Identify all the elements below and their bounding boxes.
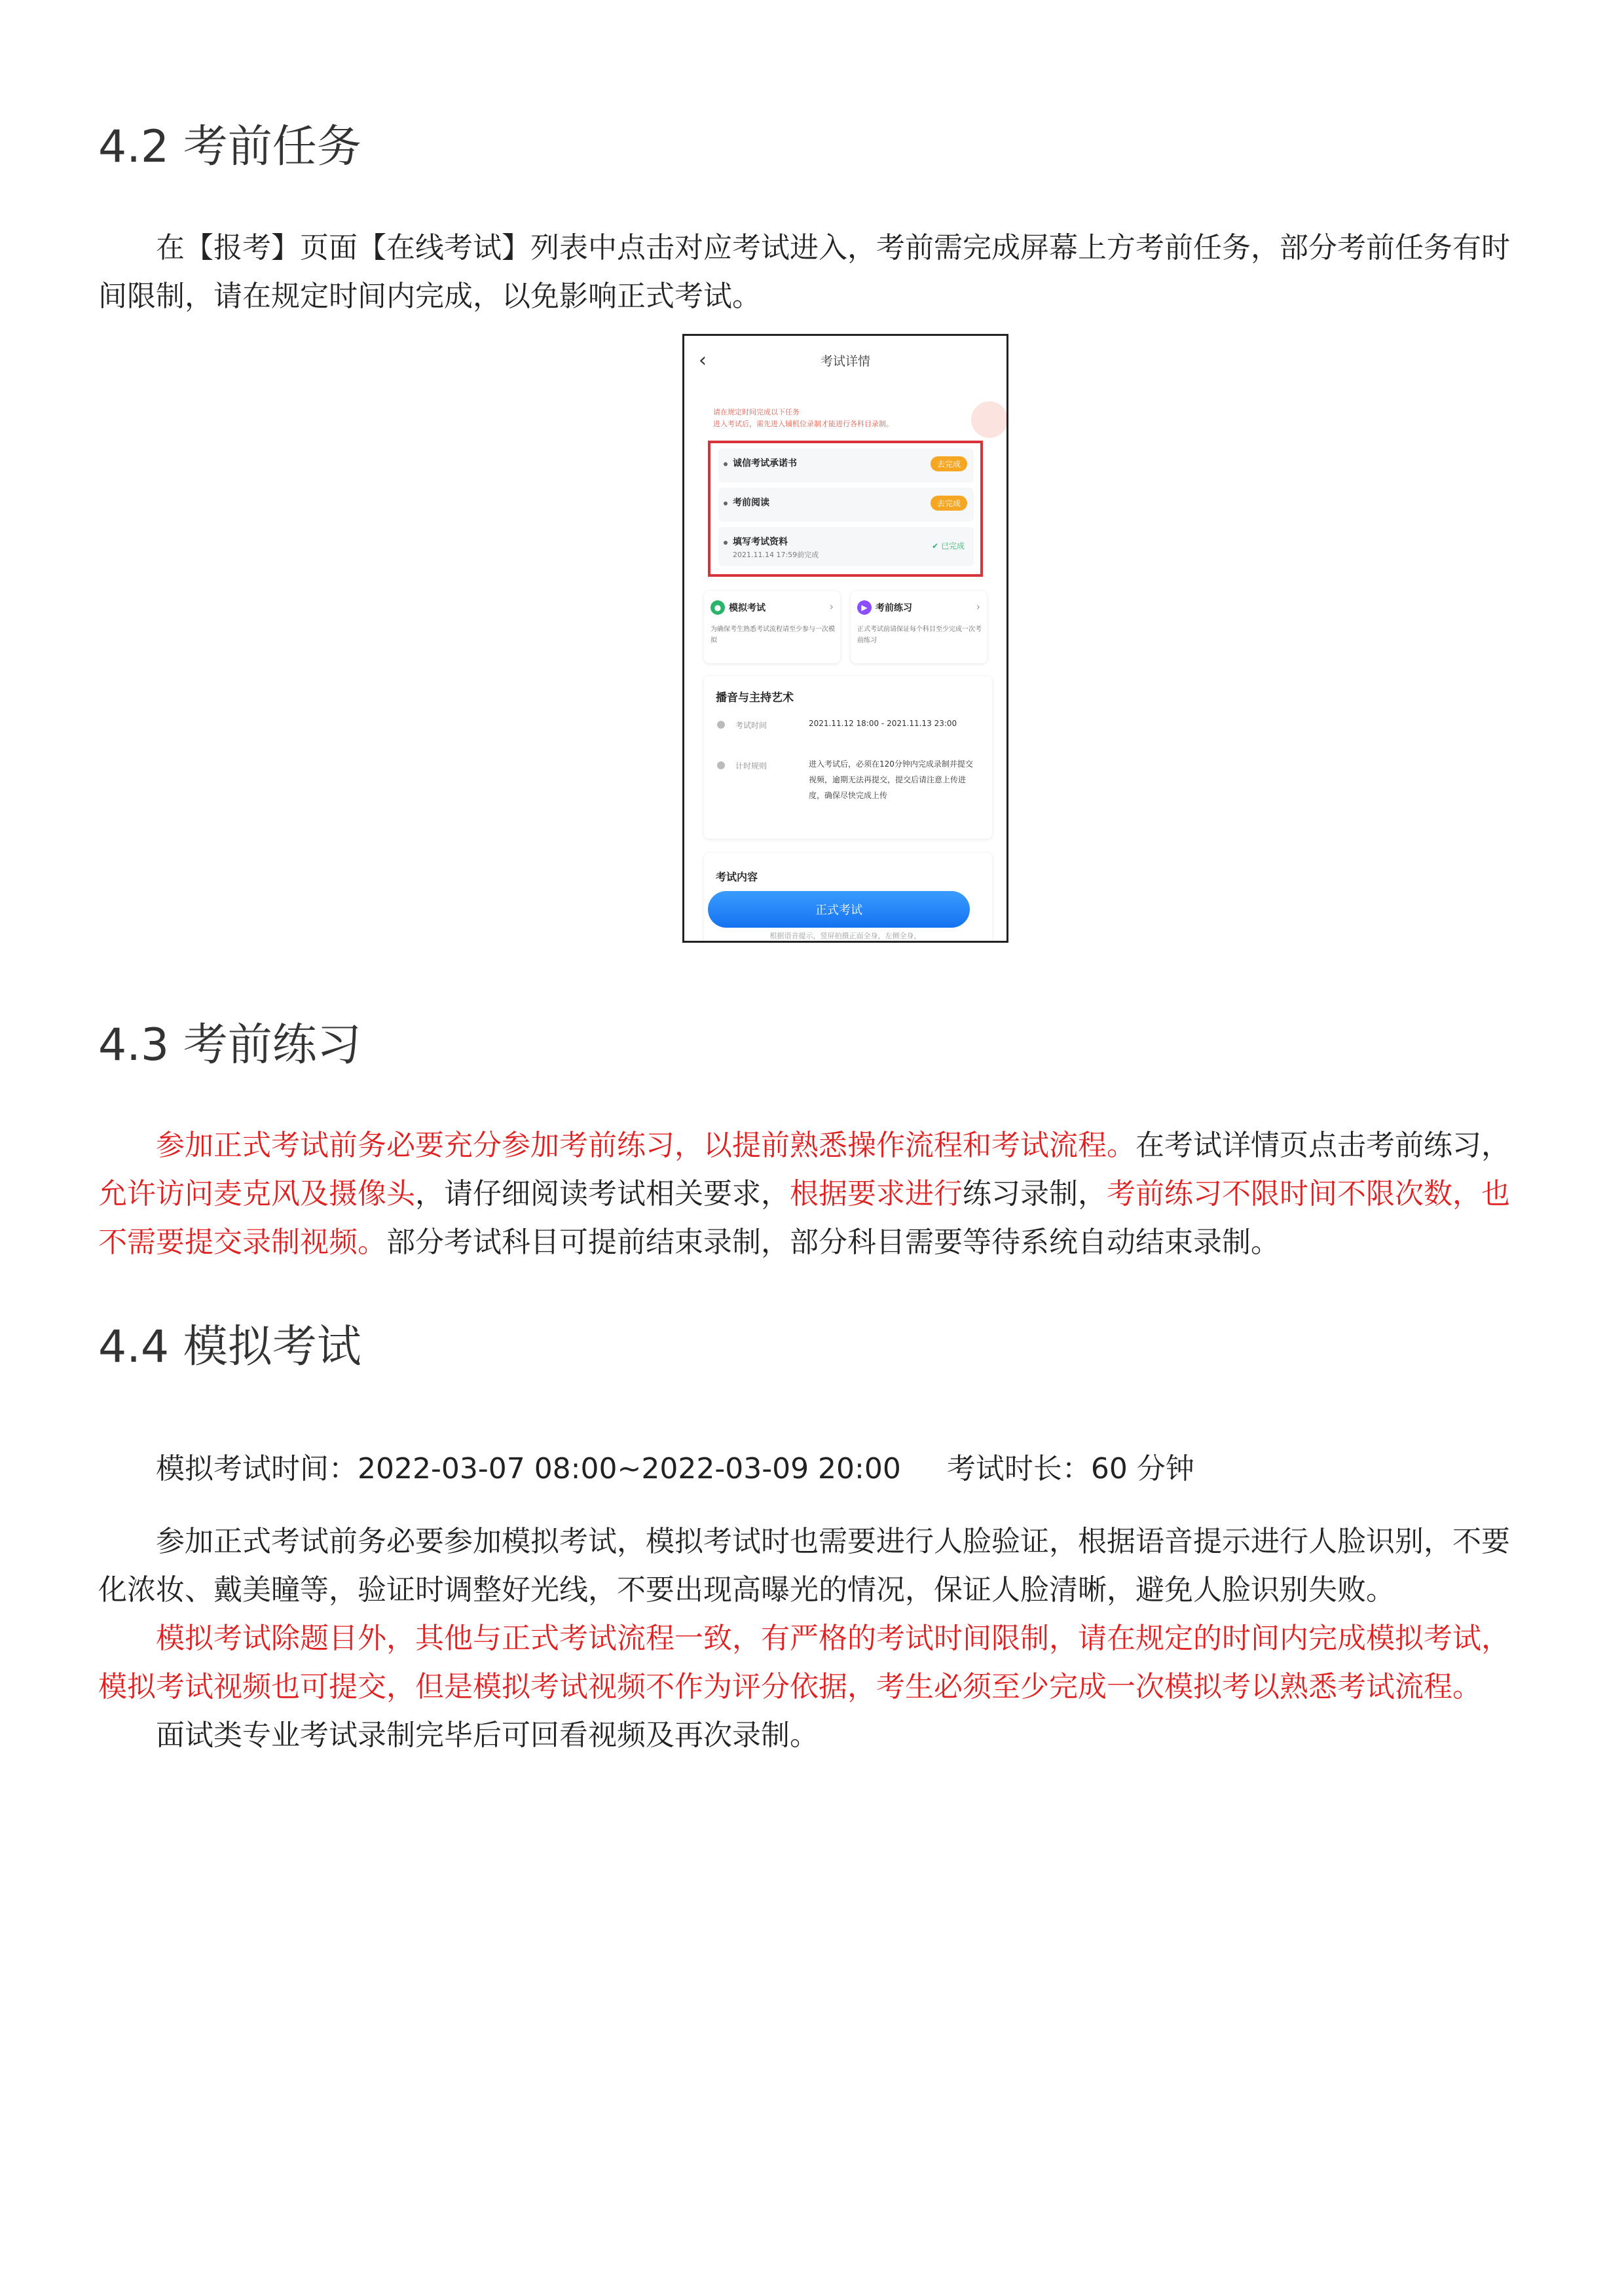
mock-exam-duration: 考试时长：60 分钟 <box>946 1452 1194 1485</box>
time-label: 考试时间 <box>735 721 767 730</box>
practice-title: 考前练习 <box>876 603 912 613</box>
paragraph-4-4-a: 参加正式考试前务必要参加模拟考试，模拟考试时也需要进行人脸验证，根据语音提示进行人脸识别，不要化浓妆、戴美瞳等，验证时调整好光线，不要出现高曝光的情况，保证人脸清晰，避免人脸识别失败。 <box>98 1525 1510 1607</box>
mock-exam-schedule <box>98 1445 1532 1493</box>
app-screenshot <box>682 334 1008 943</box>
chevron-right-icon: › <box>829 600 834 613</box>
task-notice <box>713 407 988 430</box>
paragraph-4-4-b: 模拟考试除题目外，其他与正式考试流程一致，有严格的考试时间限制，请在规定的时间内完成模拟考试，模拟考试视频也可提交，但是模拟考试视频不作为评分依据，考生必须至少完成一次模拟考以熟悉考试流程。 <box>98 1622 1510 1704</box>
task-status-label: 已完成 <box>940 541 965 551</box>
task-name: 考前阅读 <box>733 498 769 508</box>
bullet-icon <box>724 462 728 466</box>
app-title: 考试详情 <box>820 354 870 369</box>
formal-exam-button[interactable]: 正式考试 <box>708 891 970 928</box>
task-status-done: ✔ 已完成 <box>932 541 965 551</box>
practice-play-icon: ▶ <box>857 600 872 615</box>
body-text: 部分考试科目可提前结束录制，部分科目需要等待系统自动结束录制。 <box>386 1226 1280 1259</box>
task-deadline: 2021.11.14 17:59前完成 <box>733 551 819 559</box>
time-value: 2021.11.12 18:00 - 2021.11.13 23:00 <box>809 719 957 728</box>
section-heading-4-3: 4.3 考前练习 <box>98 1019 361 1071</box>
back-icon[interactable]: ‹ <box>699 349 707 372</box>
body-text: 练习录制， <box>963 1177 1107 1211</box>
emphasis-text: 考前练习不限时间不限次数，也不需要提交录制视频。 <box>98 1177 1510 1259</box>
task-item[interactable] <box>718 527 974 566</box>
practice-card[interactable] <box>851 591 987 663</box>
content-title: 考试内容 <box>716 871 758 883</box>
mock-exam-time: 模拟考试时间：2022-03-07 08:00~2022-03-09 20:00 <box>156 1452 901 1485</box>
section-heading-4-4: 4.4 模拟考试 <box>98 1321 361 1373</box>
rule-value: 进入考试后，必须在120分钟内完成录制并提交视频，逾期无法再提交，提交后请注意上传进度，确保尽快完成上传 <box>809 759 973 800</box>
task-name: 填写考试资料 <box>733 537 788 547</box>
clock-icon <box>717 721 725 729</box>
bullet-icon <box>724 541 728 545</box>
body-text: ，请仔细阅读考试相关要求， <box>415 1177 790 1211</box>
exam-info-card <box>704 676 992 839</box>
task-name: 诚信考试承诺书 <box>733 458 797 469</box>
app-header <box>684 336 1006 382</box>
mock-exam-icon: ● <box>710 600 725 615</box>
timer-icon <box>717 761 725 769</box>
subject-title: 播音与主持艺术 <box>716 691 794 704</box>
bottom-hint: 根据语音提示，竖屏拍摄正面全身，左侧全身， <box>769 932 921 940</box>
emphasis-text: 允许访问麦克风及摄像头 <box>98 1177 415 1211</box>
emphasis-text: 根据要求进行 <box>790 1177 963 1211</box>
mock-exam-card[interactable] <box>704 591 840 663</box>
rule-label: 计时规则 <box>735 761 767 771</box>
emphasis-text: 参加正式考试前务必要充分参加考前练习，以提前熟悉操作流程和考试流程。 <box>156 1129 1135 1162</box>
notice-line-1: 请在规定时间完成以下任务 <box>713 408 800 416</box>
practice-desc: 正式考试前请保证每个科目至少完成一次考前练习 <box>857 626 982 644</box>
task-status-badge[interactable]: 去完成 <box>931 496 967 511</box>
mock-exam-title: 模拟考试 <box>729 603 766 613</box>
task-item[interactable] <box>718 448 974 483</box>
paragraph-4-4-c: 面试类专业考试录制完毕后可回看视频及再次录制。 <box>156 1719 819 1752</box>
paragraph-4-3 <box>98 1121 1532 1267</box>
mock-exam-desc: 为确保考生熟悉考试流程请至少参与一次模拟 <box>710 626 835 644</box>
bullet-icon <box>724 501 728 505</box>
task-list-highlight <box>708 441 983 577</box>
paragraph-4-2: 在【报考】页面【在线考试】列表中点击对应考试进入，考前需完成屏幕上方考前任务，部分考前任务有时间限制，请在规定时间内完成，以免影响正式考试。 <box>98 231 1510 313</box>
body-text: 在考试详情页点击考前练习， <box>1135 1129 1510 1162</box>
chevron-right-icon: › <box>976 600 980 613</box>
task-item[interactable] <box>718 488 974 522</box>
notice-line-2: 进入考试后，需先进入辅机位录制才能进行各科目录制。 <box>713 420 893 428</box>
task-status-badge[interactable]: 去完成 <box>931 456 967 471</box>
section-heading-4-2: 4.2 考前任务 <box>98 121 361 173</box>
